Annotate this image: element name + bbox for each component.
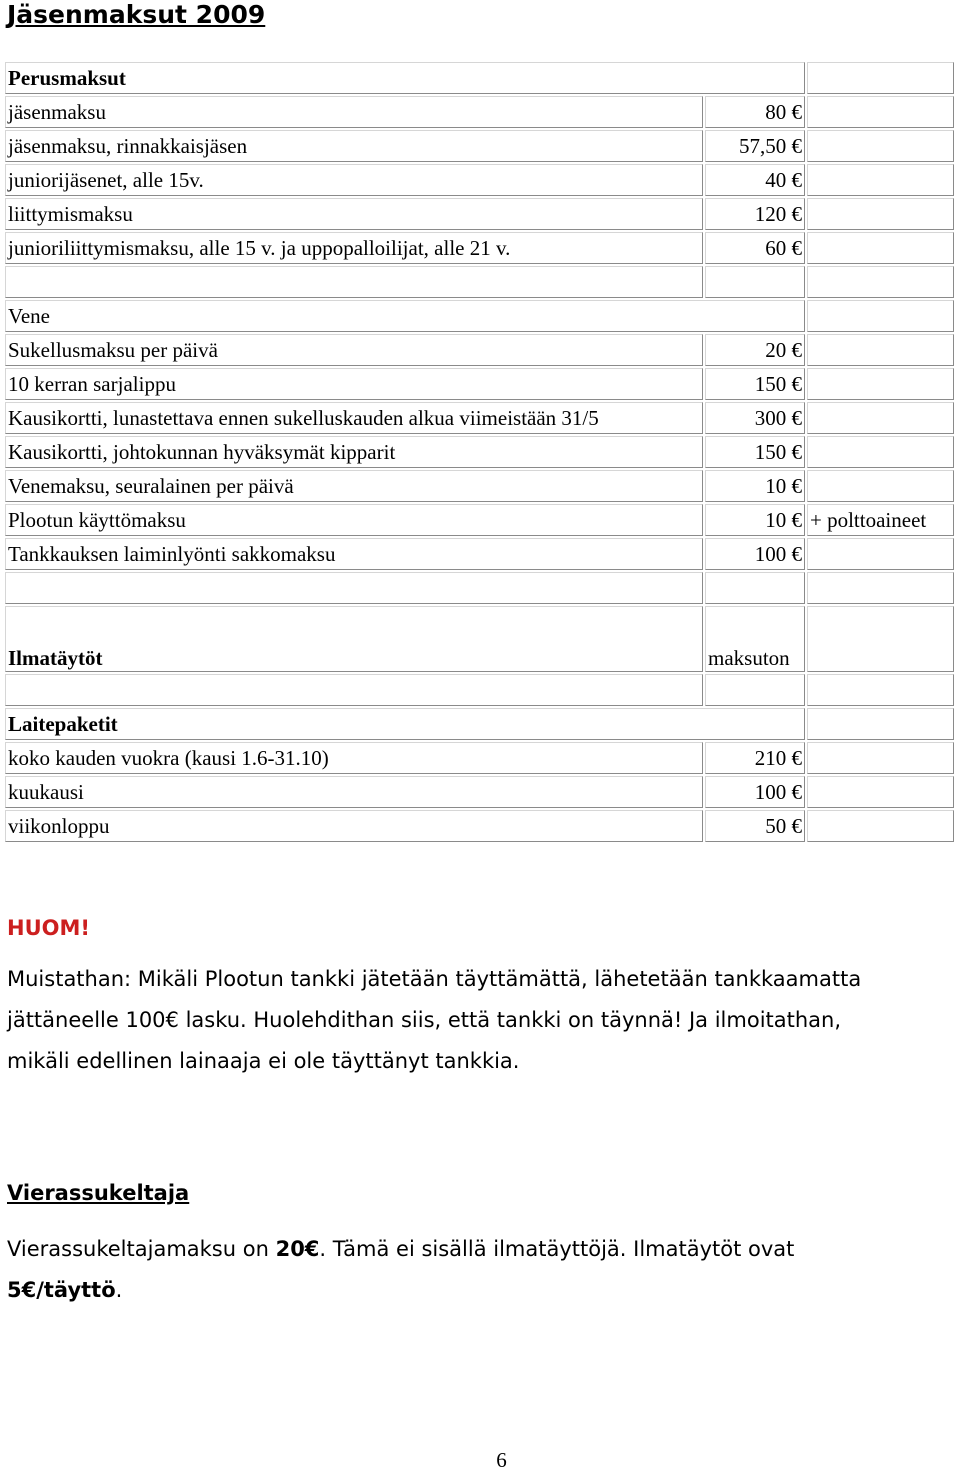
section-heading-ilmataytot: Ilmatäytöt [5, 606, 703, 672]
spacer-row [5, 266, 954, 298]
fee-table [3, 60, 956, 844]
empty-cell [807, 572, 954, 604]
empty-cell [5, 572, 703, 604]
fee-price: 100 € [705, 538, 805, 570]
fee-price: 150 € [705, 368, 805, 400]
section-heading-row [5, 300, 954, 332]
spacer-row [5, 674, 954, 706]
fee-label: koko kauden vuokra (kausi 1.6-31.10) [5, 742, 703, 774]
fee-label: Kausikortti, johtokunnan hyväksymät kipparit [5, 436, 703, 468]
empty-cell [807, 538, 954, 570]
fee-row [5, 470, 954, 502]
fee-extra-note: + polttoaineet [807, 504, 954, 536]
guest-text-start: Vierassukeltajamaksu on [7, 1237, 276, 1261]
notice-line: Muistathan: Mikäli Plootun tankki jätetään täyttämättä, lähetetään tankkaamatta [7, 967, 862, 991]
empty-cell [807, 674, 954, 706]
guest-text-end: . [115, 1278, 123, 1302]
empty-cell [5, 266, 703, 298]
fee-row [5, 776, 954, 808]
fee-price: 60 € [705, 232, 805, 264]
notice-line: mikäli edellinen lainaaja ei ole täyttänyt tankkia. [7, 1049, 520, 1073]
fee-row [5, 232, 954, 264]
empty-cell [807, 96, 954, 128]
guest-fee: 20€ [275, 1237, 320, 1261]
fee-label: juniorijäsenet, alle 15v. [5, 164, 703, 196]
fee-row [5, 368, 954, 400]
fee-label: Tankkauksen laiminlyönti sakkomaksu [5, 538, 703, 570]
empty-cell [807, 470, 954, 502]
empty-cell [807, 606, 954, 672]
fee-row [5, 538, 954, 570]
fee-price: 10 € [705, 470, 805, 502]
notice-line: jättäneelle 100€ lasku. Huolehdithan siis, että tankki on täynnä! Ja ilmoitathan, [7, 1008, 842, 1032]
empty-cell [807, 742, 954, 774]
fee-price: 10 € [705, 504, 805, 536]
empty-cell [5, 674, 703, 706]
page-title: Jäsenmaksut 2009 [7, 0, 266, 29]
empty-cell [807, 402, 954, 434]
fee-row [5, 402, 954, 434]
fee-price: 100 € [705, 776, 805, 808]
empty-cell [705, 266, 805, 298]
fee-label: 10 kerran sarjalippu [5, 368, 703, 400]
fee-row [5, 436, 954, 468]
fee-row [5, 130, 954, 162]
fee-price: 80 € [705, 96, 805, 128]
section-heading-vene: Vene [5, 300, 805, 332]
section-heading-perusmaksut: Perusmaksut [5, 62, 805, 94]
fill-price: 5€/täyttö [7, 1278, 116, 1302]
empty-cell [705, 572, 805, 604]
fee-row [5, 198, 954, 230]
empty-cell [807, 436, 954, 468]
empty-cell [807, 708, 954, 740]
fee-price: 50 € [705, 810, 805, 842]
empty-cell [807, 776, 954, 808]
guest-heading: Vierassukeltaja [7, 1181, 190, 1205]
empty-cell [807, 130, 954, 162]
section-heading-row [5, 62, 954, 94]
fee-label: kuukausi [5, 776, 703, 808]
fee-label: liittymismaksu [5, 198, 703, 230]
fee-label: Kausikortti, lunastettava ennen sukelluskauden alkua viimeistään 31/5 [5, 402, 703, 434]
notice-heading: HUOM! [7, 916, 90, 940]
fee-label: jäsenmaksu [5, 96, 703, 128]
fee-row [5, 164, 954, 196]
empty-cell [807, 810, 954, 842]
notice-block [7, 913, 960, 1082]
fee-label: Venemaksu, seuralainen per päivä [5, 470, 703, 502]
empty-cell [807, 232, 954, 264]
empty-cell [807, 266, 954, 298]
spacer-row [5, 572, 954, 604]
ilma-row [5, 606, 954, 672]
fee-label: junioriliittymismaksu, alle 15 v. ja uppopalloilijat, alle 21 v. [5, 232, 703, 264]
fee-row [5, 504, 954, 536]
fee-row [5, 334, 954, 366]
guest-diver-block [7, 1175, 937, 1311]
section-heading-row [5, 708, 954, 740]
fee-price: 40 € [705, 164, 805, 196]
fee-price: 150 € [705, 436, 805, 468]
fee-label: Sukellusmaksu per päivä [5, 334, 703, 366]
fee-row [5, 742, 954, 774]
ilma-value: maksuton [705, 606, 805, 672]
empty-cell [807, 334, 954, 366]
empty-cell [807, 368, 954, 400]
empty-cell [807, 198, 954, 230]
guest-text [7, 1229, 937, 1311]
fee-row [5, 96, 954, 128]
page-number: 6 [496, 1448, 507, 1472]
guest-text-middle: . Tämä ei sisällä ilmatäyttöjä. Ilmatäytöt ovat [319, 1237, 795, 1261]
fee-label: viikonloppu [5, 810, 703, 842]
fee-row [5, 810, 954, 842]
fee-price: 210 € [705, 742, 805, 774]
fee-label: Plootun käyttömaksu [5, 504, 703, 536]
fee-price: 57,50 € [705, 130, 805, 162]
fee-label: jäsenmaksu, rinnakkaisjäsen [5, 130, 703, 162]
empty-cell [807, 164, 954, 196]
fee-price: 300 € [705, 402, 805, 434]
fee-price: 20 € [705, 334, 805, 366]
empty-cell [705, 674, 805, 706]
empty-cell [807, 300, 954, 332]
section-heading-laitepaketit: Laitepaketit [5, 708, 805, 740]
fee-price: 120 € [705, 198, 805, 230]
empty-cell [807, 62, 954, 94]
